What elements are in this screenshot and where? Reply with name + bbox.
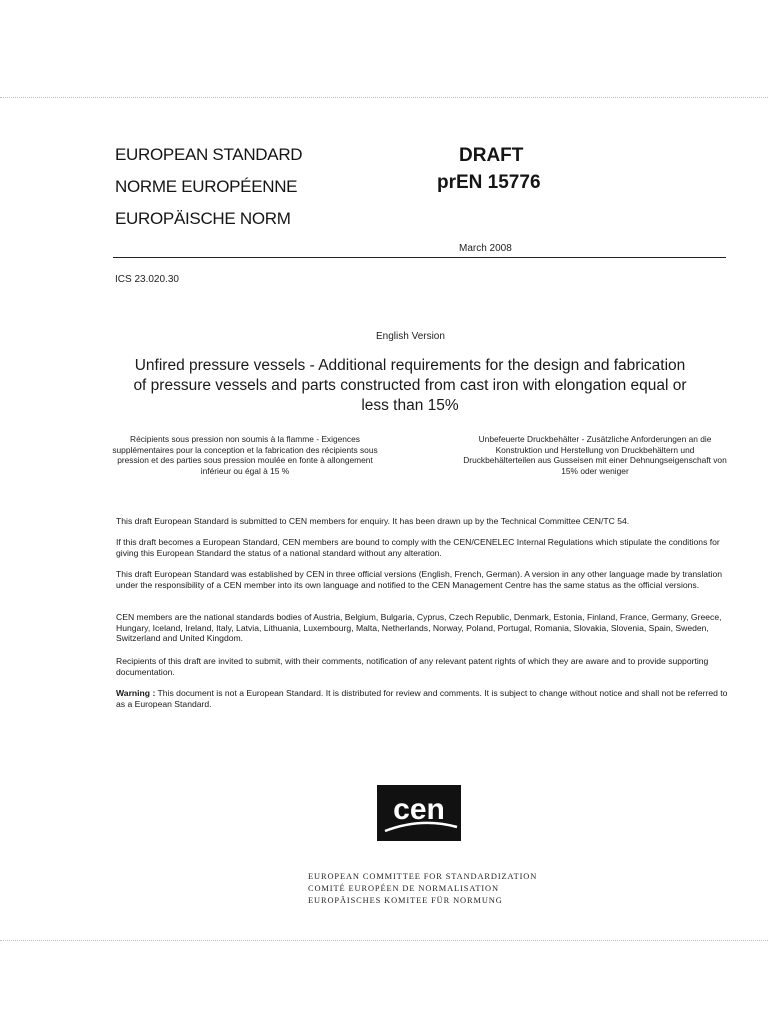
standard-name-en: EUROPEAN STANDARD <box>115 145 303 164</box>
draft-label: DRAFT <box>459 145 524 166</box>
ics-code: ICS 23.020.30 <box>115 274 179 285</box>
header-rule <box>113 257 726 258</box>
scan-top-border <box>0 97 768 98</box>
members-paragraph: CEN members are the national standards bodies of Austria, Belgium, Bulgaria, Cyprus, Czech Republic, Denmark, Estonia, Finland, France, Germany, Greece, Hungary, Iceland, Ireland, Italy, Latvia, Lithuania, Luxembourg, Malta, Netherlands, Norway, Poland, Portugal, Romania, Slovakia, Slovenia, Spain, Sweden, Switzerland and United Kingdom. <box>116 612 722 644</box>
versions-paragraph: This draft European Standard was established by CEN in three official versions (English, French, German). A version in any other language made by translation under the responsibility of a CEN member into its own language and notified to the CEN Management Centre has the same status as the official versions. <box>116 569 723 590</box>
compliance-paragraph: If this draft becomes a European Standard, CEN members are bound to comply with the CEN/CENELEC Internal Regulations which stipulate the conditions for giving this European Standard the status of a national standard without any alteration. <box>116 537 720 558</box>
french-title: Récipients sous pression non soumis à la flamme - Exigences supplémentaires pour la conception et la fabrication des récipients sous pression et des parties sous pression moulée en fonte à allongement inférieur ou égal à 15 % <box>112 434 378 476</box>
enquiry-paragraph: This draft European Standard is submitted to CEN members for enquiry. It has been drawn up by the Technical Committee CEN/TC 54. <box>116 516 630 526</box>
standard-number: prEN 15776 <box>437 172 541 193</box>
org-name-en: EUROPEAN COMMITTEE FOR STANDARDIZATION <box>308 872 538 881</box>
cen-logo <box>377 785 461 841</box>
standard-name-fr: NORME EUROPÉENNE <box>115 177 298 196</box>
cen-logo-mark <box>377 785 461 841</box>
german-title: Unbefeuerte Druckbehälter - Zusätzliche Anforderungen an die Konstruktion und Herstellung von Druckbehältern und Druckbehälterteilen aus Gusseisen mit einer Dehnungseigenschaft von 15% oder weniger <box>463 434 727 476</box>
cen-logo-text: cen <box>393 793 445 826</box>
patent-paragraph: Recipients of this draft are invited to submit, with their comments, notification of any relevant patent rights of which they are aware and to provide supporting documentation. <box>116 656 709 677</box>
standard-name-de: EUROPÄISCHE NORM <box>115 209 291 228</box>
org-name-de: EUROPÄISCHES KOMITEE FÜR NORMUNG <box>308 896 503 905</box>
warning-paragraph <box>116 688 728 709</box>
warning-text: This document is not a European Standard. It is distributed for review and comments. It is subject to change without notice and shall not be referred to as a European Standard. <box>116 688 728 709</box>
publication-date: March 2008 <box>459 243 512 254</box>
version-label: English Version <box>376 331 445 342</box>
warning-label: Warning : <box>116 688 156 698</box>
scan-bottom-border <box>0 940 768 941</box>
org-name-fr: COMITÉ EUROPÉEN DE NORMALISATION <box>308 884 499 893</box>
document-title: Unfired pressure vessels - Additional requirements for the design and fabrication of pressure vessels and parts constructed from cast iron with elongation equal or less than 15% <box>133 357 687 414</box>
